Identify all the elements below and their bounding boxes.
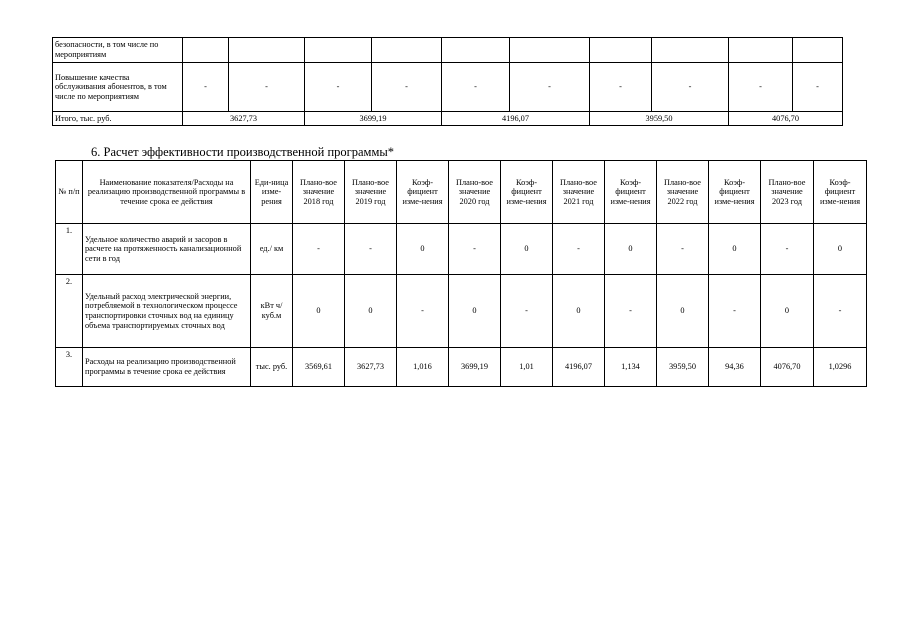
table-cell: 3699,19 [449,348,501,387]
table-cell: - [397,275,449,348]
table-cell: 3959,50 [657,348,709,387]
unit-cell: ед./ км [251,224,293,275]
table-cell: 3627,73 [345,348,397,387]
header-cell: Плано-вое значение 2019 год [345,161,397,224]
row-number: 3. [56,348,83,387]
row-label: Удельный расход электрической энергии, потребляемой в технологическом процессе транспортировки сточных вод на единицу объема транспортируемых сточных вод [83,275,251,348]
table-row [56,348,867,387]
row-label: Повышение качества обслуживания абонентов, в том числе по мероприятиям [53,63,183,112]
header-cell: Плано-вое значение 2022 год [657,161,709,224]
table-cell: - [814,275,867,348]
total-row [53,112,843,126]
table-cell: - [590,63,652,112]
table-cell: - [709,275,761,348]
total-label: Итого, тыс. руб. [53,112,183,126]
header-row [56,161,867,224]
table-cell: 1,01 [501,348,553,387]
header-cell: Плано-вое значение 2018 год [293,161,345,224]
table-cell: 0 [605,224,657,275]
header-cell: Коэф-фициент изме-нения [814,161,867,224]
header-cell: Плано-вое значение 2020 год [449,161,501,224]
header-cell: Наименование показателя/Расходы на реализацию производственной программы в течение срока ее действия [83,161,251,224]
table-cell: 0 [397,224,449,275]
header-cell: № п/п [56,161,83,224]
table-row [56,224,867,275]
total-cell: 3627,73 [183,112,305,126]
table-cell: - [793,63,843,112]
table-cell: - [605,275,657,348]
table-cell: - [652,63,729,112]
header-cell: Коэф-фициент изме-нения [709,161,761,224]
top-table [52,37,843,126]
table-cell: - [657,224,709,275]
table-cell: 0 [709,224,761,275]
table-cell: - [293,224,345,275]
row-label: Расходы на реализацию производственной программы в течение срока ее действия [83,348,251,387]
efficiency-table [55,160,867,387]
table-row [53,63,843,112]
header-cell: Плано-вое значение 2021 год [553,161,605,224]
table-cell: 4196,07 [553,348,605,387]
table-cell: 3569,61 [293,348,345,387]
total-cell: 3959,50 [590,112,729,126]
table-cell: 0 [553,275,605,348]
table-cell: - [372,63,442,112]
table-cell: 94,36 [709,348,761,387]
header-cell: Коэф-фициент изме-нения [397,161,449,224]
row-label: безопасности, в том числе по мероприятиям [53,38,183,63]
total-cell: 4196,07 [442,112,590,126]
table-cell: - [510,63,590,112]
table-row [53,38,843,63]
table-cell: - [761,224,814,275]
table-cell: - [305,63,372,112]
table-row [56,275,867,348]
header-cell: Коэф-фициент изме-нения [501,161,553,224]
table-cell: - [553,224,605,275]
table-cell: - [501,275,553,348]
table-cell: 0 [449,275,501,348]
total-cell: 4076,70 [729,112,843,126]
table-cell: 1,0296 [814,348,867,387]
table-cell: - [183,63,229,112]
table-cell: - [229,63,305,112]
unit-cell: кВт ч/куб.м [251,275,293,348]
table-cell: 0 [814,224,867,275]
table-cell: 1,134 [605,348,657,387]
total-cell: 3699,19 [305,112,442,126]
header-cell: Коэф-фициент изме-нения [605,161,657,224]
unit-cell: тыс. руб. [251,348,293,387]
table-cell: 1,016 [397,348,449,387]
table-cell: 0 [761,275,814,348]
table-cell: - [729,63,793,112]
table-cell: - [449,224,501,275]
row-number: 2. [56,275,83,348]
table-cell: 0 [345,275,397,348]
row-number: 1. [56,224,83,275]
table-cell: 0 [293,275,345,348]
table-cell: - [345,224,397,275]
table-cell: 0 [657,275,709,348]
section-heading: 6. Расчет эффективности производственной программы* [91,145,395,159]
table-cell: - [442,63,510,112]
table-cell: 4076,70 [761,348,814,387]
row-label: Удельное количество аварий и засоров в расчете на протяженность канализационной сети в год [83,224,251,275]
header-cell: Еди-ница изме-рения [251,161,293,224]
header-cell: Плано-вое значение 2023 год [761,161,814,224]
table-cell: 0 [501,224,553,275]
